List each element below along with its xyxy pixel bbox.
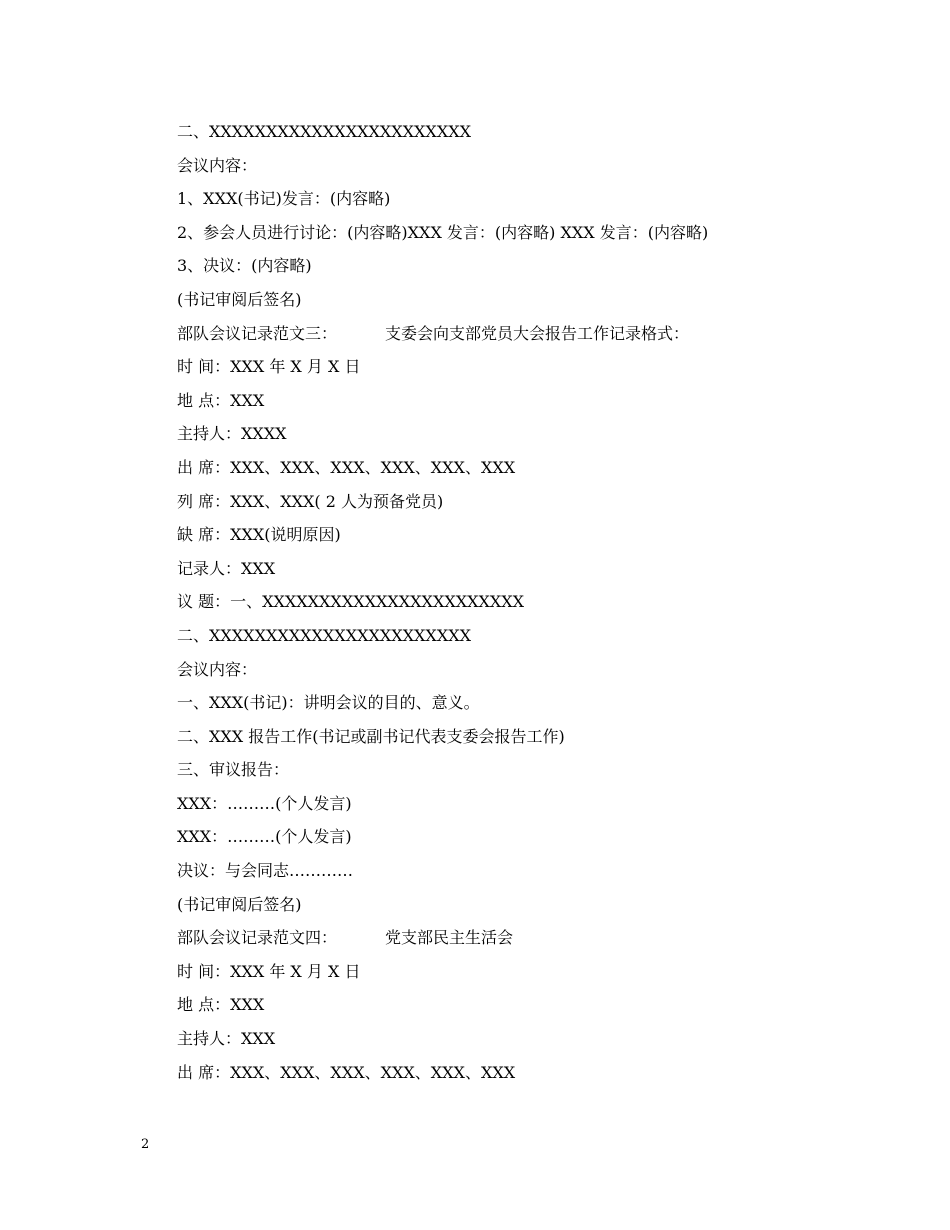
text-line: (书记审阅后签名) xyxy=(177,894,302,914)
page-number: 2 xyxy=(141,1137,150,1152)
text-line: 出 席：XXX、XXX、XXX、XXX、XXX、XXX xyxy=(177,1062,516,1082)
text-line: 主持人：XXXX xyxy=(177,424,287,444)
sample-heading xyxy=(177,921,877,955)
text-line: 会议内容： xyxy=(177,659,258,679)
text-line: 地 点：XXX xyxy=(177,995,265,1015)
text-line: XXX：………(个人发言) xyxy=(177,793,352,813)
text-line: 二、XXX 报告工作(书记或副书记代表支委会报告工作) xyxy=(177,726,565,746)
sample-label: 部队会议记录范文三： xyxy=(177,323,338,343)
text-line: 主持人：XXX xyxy=(177,1029,276,1049)
text-line: 三、审议报告： xyxy=(177,760,290,780)
text-line: 3、决议：(内容略) xyxy=(177,256,312,276)
text-line: 议 题：一、XXXXXXXXXXXXXXXXXXXXXXX xyxy=(177,592,525,612)
text-line: 二、XXXXXXXXXXXXXXXXXXXXXXX xyxy=(177,122,471,141)
text-line: 时 间：XXX 年 X 月 X 日 xyxy=(177,961,361,981)
sample-label: 部队会议记录范文四： xyxy=(177,928,338,948)
text-line: 决议：与会同志………… xyxy=(177,861,354,881)
text-line: 记录人：XXX xyxy=(177,558,276,578)
text-line: 列 席：XXX、XXX( 2 人为预备党员) xyxy=(177,491,444,511)
text-line: 2、参会人员进行讨论：(内容略)XXX 发言：(内容略) XXX 发言：(内容略) xyxy=(177,222,709,242)
text-line: 缺 席：XXX(说明原因) xyxy=(177,525,341,545)
sample-heading xyxy=(177,317,877,351)
text-line: (书记审阅后签名) xyxy=(177,289,302,309)
sample-title: 党支部民主生活会 xyxy=(385,928,514,948)
sample-title: 支委会向支部党员大会报告工作记录格式： xyxy=(385,323,690,343)
text-line: 时 间：XXX 年 X 月 X 日 xyxy=(177,357,361,377)
text-line: 会议内容： xyxy=(177,155,258,175)
text-line: 地 点：XXX xyxy=(177,390,265,410)
document-body xyxy=(177,115,877,1089)
text-line: 1、XXX(书记)发言：(内容略) xyxy=(177,189,391,209)
text-line: 二、XXXXXXXXXXXXXXXXXXXXXXX xyxy=(177,625,471,645)
text-line: XXX：………(个人发言) xyxy=(177,827,352,847)
text-line: 出 席：XXX、XXX、XXX、XXX、XXX、XXX xyxy=(177,457,516,477)
text-line: 一、XXX(书记)：讲明会议的目的、意义。 xyxy=(177,693,480,713)
